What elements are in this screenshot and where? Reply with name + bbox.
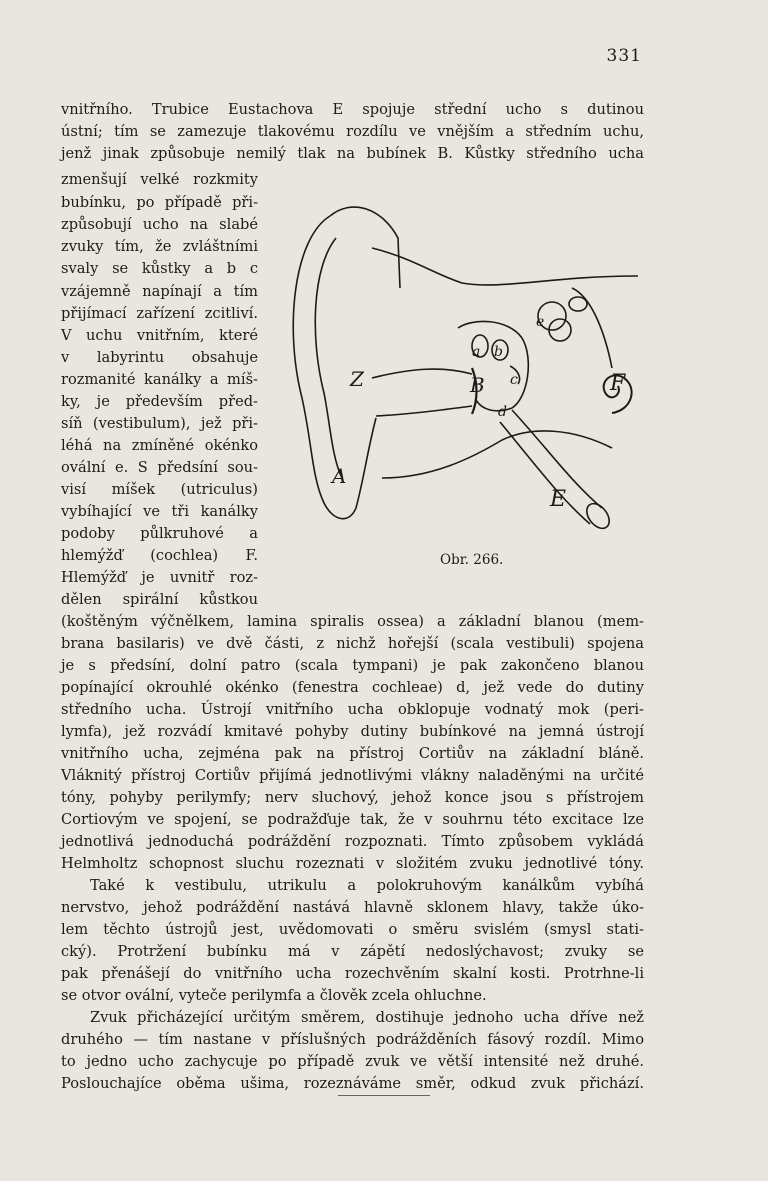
text-line: způsobují ucho na slabé [61,216,258,233]
text-line: ovální e. S předsíní sou- [61,459,258,476]
middle-ear-cavity [458,321,528,410]
text-line: pak přenášejí do vnitřního ucha rozechvěním skalní kosti. Protrhne-li [61,965,644,982]
eustachian-tube-opening [582,499,613,532]
text-line: brana basilaris) ve dvě části, z nichž hořejší (scala vestibuli) spojena [61,635,644,652]
text-line: v labyrintu obsahuje [61,349,258,366]
label-Z: Z [350,367,364,391]
label-E: E [550,487,567,512]
text-line: to jedno ucho zachycuje po případě zvuk ve větší intensité než druhé. [61,1053,644,1070]
text-line: léhá na zmíněné okénko [61,437,258,454]
text-line: síň (vestibulum), jež při- [61,415,258,432]
text-line: tóny, pohyby perilymfy; nerv sluchový, jehož konce jsou s přístrojem [61,789,644,806]
bone-lower-edge [382,431,612,478]
text-line: nervstvo, jehož podráždění nastává hlavně sklonem hlavy, takže úko- [61,899,644,916]
text-line: (koštěným výčnělkem, lamina spiralis ossea) a základní blanou (mem- [61,613,644,630]
text-line: Zvuk přicházející určitým směrem, dostihuje jednoho ucha dříve než [90,1009,644,1026]
text-line: dělen spirální kůstkou [61,591,258,608]
label-A: A [332,464,347,488]
text-line: bubínku, po případě při- [61,194,258,211]
bottom-rule [338,1095,430,1096]
text-line: vnitřního. Trubice Eustachova E spojuje střední ucho s dutinou [61,101,644,118]
auricle-helix [330,207,400,288]
text-line: se otvor ovální, vyteče perilymfa a člověk zcela ohluchne. [61,987,487,1004]
eustachian-tube-lower [500,422,590,524]
text-line: vybíhající ve tři kanálky [61,503,258,520]
ear-canal-upper [372,369,472,378]
text-line: Poslouchajíce oběma ušima, rozeznáváme směr, odkud zvuk přichází. [61,1075,644,1092]
text-line: jednotlivá jednoduchá podráždění rozpoznati. Tímto způsobem vykládá [61,833,644,850]
text-line: lymfa), jež rozvádí kmitavé pohyby dutiny bubínkové na jemná ústrojí [61,723,644,740]
label-b: b [494,344,503,360]
ear-canal-lower [376,406,472,416]
text-line: vnitřního ucha, zejména pak na přístroj Cortiův na základní bláně. [61,745,644,762]
text-line: Vláknitý přístroj Cortiův přijímá jednotlivými vlákny naladěnými na určité [61,767,644,784]
label-F: F [610,371,626,396]
figure-caption: Obr. 266. [440,552,504,568]
label-B: B [470,373,485,397]
text-line: V uchu vnitřním, které [61,327,258,344]
label-d: d [498,404,507,420]
text-line: ústní; tím se zamezuje tlakovému rozdílu ve vnějším a středním uchu, [61,123,644,140]
text-line: středního ucha. Ústrojí vnitřního ucha obklopuje vodnatý mok (peri- [61,701,644,718]
text-line: je s předsíní, dolní patro (scala tympani) je pak zakončeno blanou [61,657,644,674]
text-line: Cortiovým ve spojení, se podražďuje tak, že v souhrnu této excitace lze [61,811,644,828]
text-line: jenž jinak způsobuje nemilý tlak na bubínek B. Kůstky středního ucha [61,145,644,162]
text-line: ky, je především před- [61,393,258,410]
text-line: popínající okrouhlé okénko (fenestra cochleae) d, jež vede do dutiny [61,679,644,696]
ear-anatomy-figure [272,178,642,578]
text-line: vzájemně napínají a tím [61,283,258,300]
text-line: přijímací zařízení zcitliví. [61,305,258,322]
label-c: c [510,372,518,388]
temporal-bone-outline [372,248,638,285]
text-line: lem těchto ústrojů jest, uvědomovati o směru svislém (smysl stati- [61,921,644,938]
text-line: hlemýžď (cochlea) F. [61,547,258,564]
text-line: druhého — tím nastane v příslušných podrážděních fásový rozdíl. Mimo [61,1031,644,1048]
auditory-nerve [572,288,612,368]
text-line: Helmholtz schopnost sluchu rozeznati v složitém zvuku jednotlivé tóny. [61,855,644,872]
page-number: 331 [606,46,642,66]
text-line: zmenšují velké rozkmity [61,171,258,188]
label-a: a [472,344,481,360]
text-line: Také k vestibulu, utrikulu a polokruhovým kanálkům vybíhá [90,877,644,894]
text-line: visí míšek (utriculus) [61,481,258,498]
text-line: zvuky tím, že zvláštními [61,238,258,255]
text-line: rozmanité kanálky a míš- [61,371,258,388]
semicircular-canal-3 [569,297,587,311]
text-line: cký). Protržení bubínku má v zápětí nedoslýchavost; zvuky se [61,943,644,960]
text-line: Hlemýžď je uvnitř roz- [61,569,258,586]
text-line: podoby půlkruhové a [61,525,258,542]
label-e: e [536,314,545,330]
text-line: svaly se kůstky a b c [61,260,258,277]
auricle-inner-fold [315,238,342,478]
